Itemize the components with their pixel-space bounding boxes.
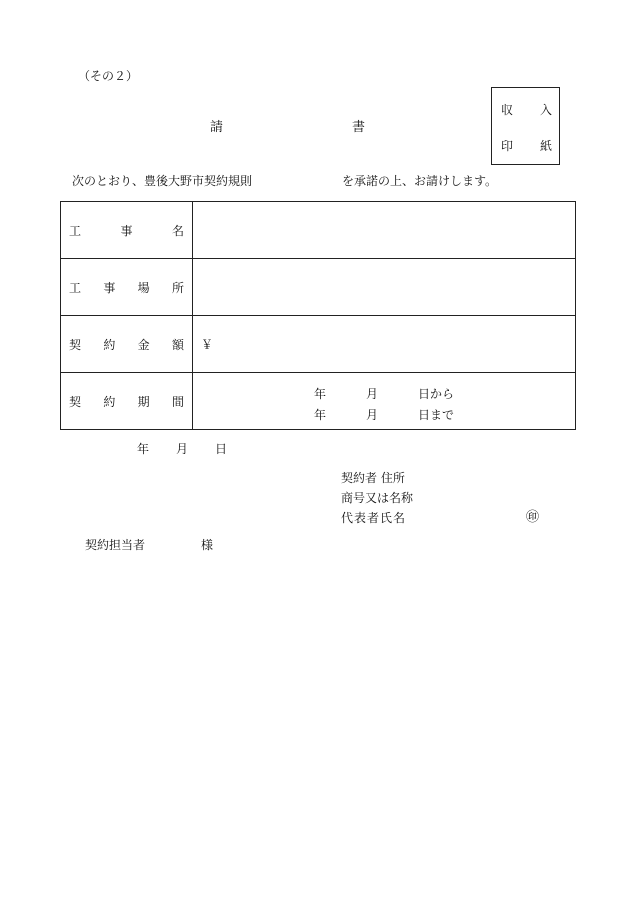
table-row-work-location [61, 259, 576, 316]
label-contract-amount: 契 約 金 額 [61, 316, 193, 373]
contractor-company-label: 商号又は名称 [341, 491, 414, 505]
yen-sign: ￥ [201, 337, 214, 352]
period-end-day-to: 日まで [418, 408, 455, 422]
period-start-line [193, 385, 575, 399]
value-contract-period[interactable] [193, 373, 576, 430]
contractor-rep-label: 代表者氏名 [341, 511, 407, 525]
series-label: （その２） [78, 69, 139, 83]
period-start-day-from: 日から [418, 387, 455, 401]
date-year: 年 [137, 442, 150, 456]
date-day: 日 [215, 442, 228, 456]
stamp-char-top-right: 入 [540, 103, 553, 117]
table-row-contract-period [61, 373, 576, 430]
addressee-label: 契約担当者 [85, 538, 146, 552]
period-start-month: 月 [366, 387, 379, 401]
period-end-month: 月 [366, 408, 379, 422]
period-end-year: 年 [314, 408, 327, 422]
period-start-year: 年 [314, 387, 327, 401]
revenue-stamp-box [491, 87, 560, 165]
table-row-contract-amount [61, 316, 576, 373]
table-row-work-name [61, 202, 576, 259]
intro-text-before: 次のとおり、豊後大野市契約規則 [72, 174, 253, 188]
contract-form-table [60, 201, 576, 430]
date-month: 月 [176, 442, 189, 456]
title-right-char: 書 [352, 120, 366, 135]
intro-text-after: を承諾の上、お請けします。 [342, 174, 498, 188]
seal-icon: ㊞ [526, 510, 540, 525]
value-work-location[interactable] [193, 259, 576, 316]
title-left-char: 請 [210, 120, 224, 135]
label-work-location: 工 事 場 所 [61, 259, 193, 316]
value-contract-amount[interactable] [193, 316, 576, 373]
label-contract-period: 契 約 期 間 [61, 373, 193, 430]
period-end-line [193, 406, 575, 420]
stamp-char-bottom-left: 印 [501, 139, 514, 153]
stamp-char-top-left: 収 [501, 103, 514, 117]
addressee-honorific: 様 [201, 538, 214, 552]
contractor-address-label: 契約者 住所 [341, 471, 405, 485]
stamp-char-bottom-right: 紙 [540, 139, 553, 153]
value-work-name[interactable] [193, 202, 576, 259]
label-work-name: 工 事 名 [61, 202, 193, 259]
